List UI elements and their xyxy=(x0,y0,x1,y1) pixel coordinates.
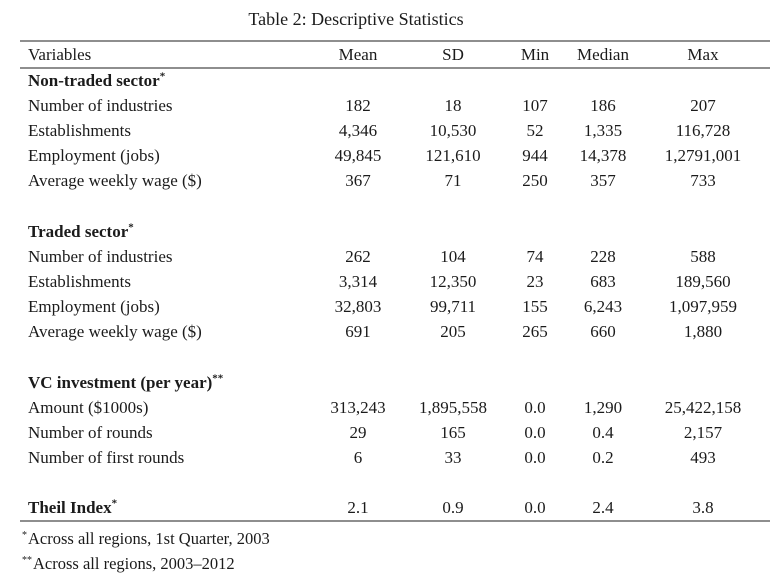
value-sd: 12,350 xyxy=(429,271,477,291)
section-heading-text: Non-traded sector xyxy=(28,71,160,90)
spacer-row xyxy=(20,193,770,219)
data-row xyxy=(20,319,770,344)
value-median: 683 xyxy=(590,271,616,291)
footnotes xyxy=(22,526,774,576)
value-sd: 99,711 xyxy=(429,296,477,316)
footnote-marker: * xyxy=(22,529,27,541)
value-max: 1,097,959 xyxy=(669,296,737,316)
value-median: 2.4 xyxy=(592,498,614,517)
value-min: 944 xyxy=(522,145,548,165)
section-heading xyxy=(20,370,770,395)
value-median: 14,378 xyxy=(579,145,627,165)
value-max: 1,880 xyxy=(683,321,723,341)
value-min: 0.0 xyxy=(524,498,546,517)
value-max: 733 xyxy=(690,170,716,190)
value-median: 0.2 xyxy=(592,447,614,467)
value-max: 1,2791,001 xyxy=(664,145,742,165)
data-row xyxy=(20,244,770,269)
header-row xyxy=(20,41,770,68)
footnote-marker: ** xyxy=(22,554,32,566)
data-row xyxy=(20,420,770,445)
data-row xyxy=(20,118,770,143)
value-max: 588 xyxy=(690,246,716,266)
value-median: 228 xyxy=(590,246,616,266)
section-row-traded xyxy=(20,219,770,244)
value-min: 23 xyxy=(526,271,544,291)
row-label: Average weekly wage ($) xyxy=(28,170,202,190)
row-label: Average weekly wage ($) xyxy=(28,321,202,341)
value-max: 25,422,158 xyxy=(664,397,742,417)
value-max: 207 xyxy=(690,95,716,115)
value-min: 250 xyxy=(522,170,548,190)
row-label: Establishments xyxy=(28,120,131,140)
value-median: 0.4 xyxy=(592,422,614,442)
value-max: 3.8 xyxy=(692,498,714,517)
value-sd: 1,895,558 xyxy=(419,397,487,417)
col-header-median: Median xyxy=(577,44,629,64)
section-row-non-traded xyxy=(20,68,770,93)
section-heading xyxy=(20,496,310,521)
value-min: 74 xyxy=(526,246,544,266)
value-median: 660 xyxy=(590,321,616,341)
value-min: 0.0 xyxy=(524,447,546,467)
footnote xyxy=(22,526,774,551)
value-min: 155 xyxy=(522,296,548,316)
value-min: 0.0 xyxy=(524,397,546,417)
col-header-mean: Mean xyxy=(338,44,378,64)
spacer-row xyxy=(20,344,770,370)
col-header-sd: SD xyxy=(442,44,464,64)
section-marker: ** xyxy=(212,371,224,384)
section-heading-text: VC investment (per year) xyxy=(28,372,213,392)
section-data-row-theil xyxy=(20,496,770,521)
value-sd: 33 xyxy=(444,447,462,467)
section-marker: * xyxy=(128,220,134,233)
row-label: Employment (jobs) xyxy=(28,145,160,165)
value-min: 107 xyxy=(522,95,548,115)
descriptive-statistics-table xyxy=(20,40,770,522)
section-row-vc-investment xyxy=(20,370,770,395)
footnote-text: Across all regions, 2003–2012 xyxy=(33,554,235,573)
row-label: Employment (jobs) xyxy=(28,296,160,316)
value-mean: 182 xyxy=(345,95,371,115)
value-min: 265 xyxy=(522,321,548,341)
value-max: 493 xyxy=(690,447,716,467)
value-max: 2,157 xyxy=(683,422,723,442)
value-median: 6,243 xyxy=(583,296,623,316)
data-row xyxy=(20,143,770,168)
value-mean: 4,346 xyxy=(338,120,378,140)
data-row xyxy=(20,445,770,470)
section-heading xyxy=(20,219,770,244)
section-marker: * xyxy=(111,497,118,510)
value-mean: 3,314 xyxy=(338,271,378,291)
col-header-max: Max xyxy=(687,44,719,64)
col-header-min: Min xyxy=(520,44,550,64)
value-max: 116,728 xyxy=(675,120,731,140)
data-row xyxy=(20,294,770,319)
data-row xyxy=(20,168,770,193)
value-mean: 367 xyxy=(345,170,371,190)
footnote-text: Across all regions, 1st Quarter, 2003 xyxy=(28,529,270,548)
value-max: 189,560 xyxy=(675,271,731,291)
section-heading-text: Theil Index xyxy=(28,498,112,517)
section-heading xyxy=(20,68,770,93)
value-mean: 313,243 xyxy=(330,397,386,417)
table-title: Table 2: Descriptive Statistics xyxy=(248,9,464,29)
value-mean: 691 xyxy=(345,321,371,341)
spacer-row xyxy=(20,470,770,496)
data-row xyxy=(20,93,770,118)
value-sd: 121,610 xyxy=(425,145,481,165)
footnote xyxy=(22,551,774,576)
value-sd: 104 xyxy=(440,246,466,266)
value-sd: 205 xyxy=(440,321,466,341)
value-mean: 32,803 xyxy=(334,296,382,316)
value-median: 186 xyxy=(590,95,616,115)
value-sd: 0.9 xyxy=(442,498,464,517)
data-row xyxy=(20,269,770,294)
row-label: Number of first rounds xyxy=(28,447,185,467)
value-min: 0.0 xyxy=(524,422,546,442)
row-label: Number of rounds xyxy=(28,422,153,442)
row-label: Number of industries xyxy=(28,95,173,115)
row-label: Amount ($1000s) xyxy=(28,397,149,417)
row-label: Number of industries xyxy=(28,246,173,266)
value-sd: 10,530 xyxy=(429,120,477,140)
data-row xyxy=(20,395,770,420)
value-mean: 6 xyxy=(353,447,363,467)
value-mean: 29 xyxy=(349,422,367,442)
value-median: 1,290 xyxy=(583,397,623,417)
value-mean: 262 xyxy=(345,246,371,266)
value-mean: 2.1 xyxy=(347,498,369,517)
section-marker: * xyxy=(159,70,166,83)
value-sd: 18 xyxy=(444,95,462,115)
value-sd: 71 xyxy=(444,170,462,190)
value-sd: 165 xyxy=(440,422,466,442)
col-header-variables: Variables xyxy=(28,44,92,64)
section-heading-text: Traded sector xyxy=(28,221,129,241)
value-mean: 49,845 xyxy=(334,145,382,165)
value-min: 52 xyxy=(526,120,544,140)
value-median: 1,335 xyxy=(583,120,623,140)
value-median: 357 xyxy=(590,170,616,190)
row-label: Establishments xyxy=(28,271,131,291)
